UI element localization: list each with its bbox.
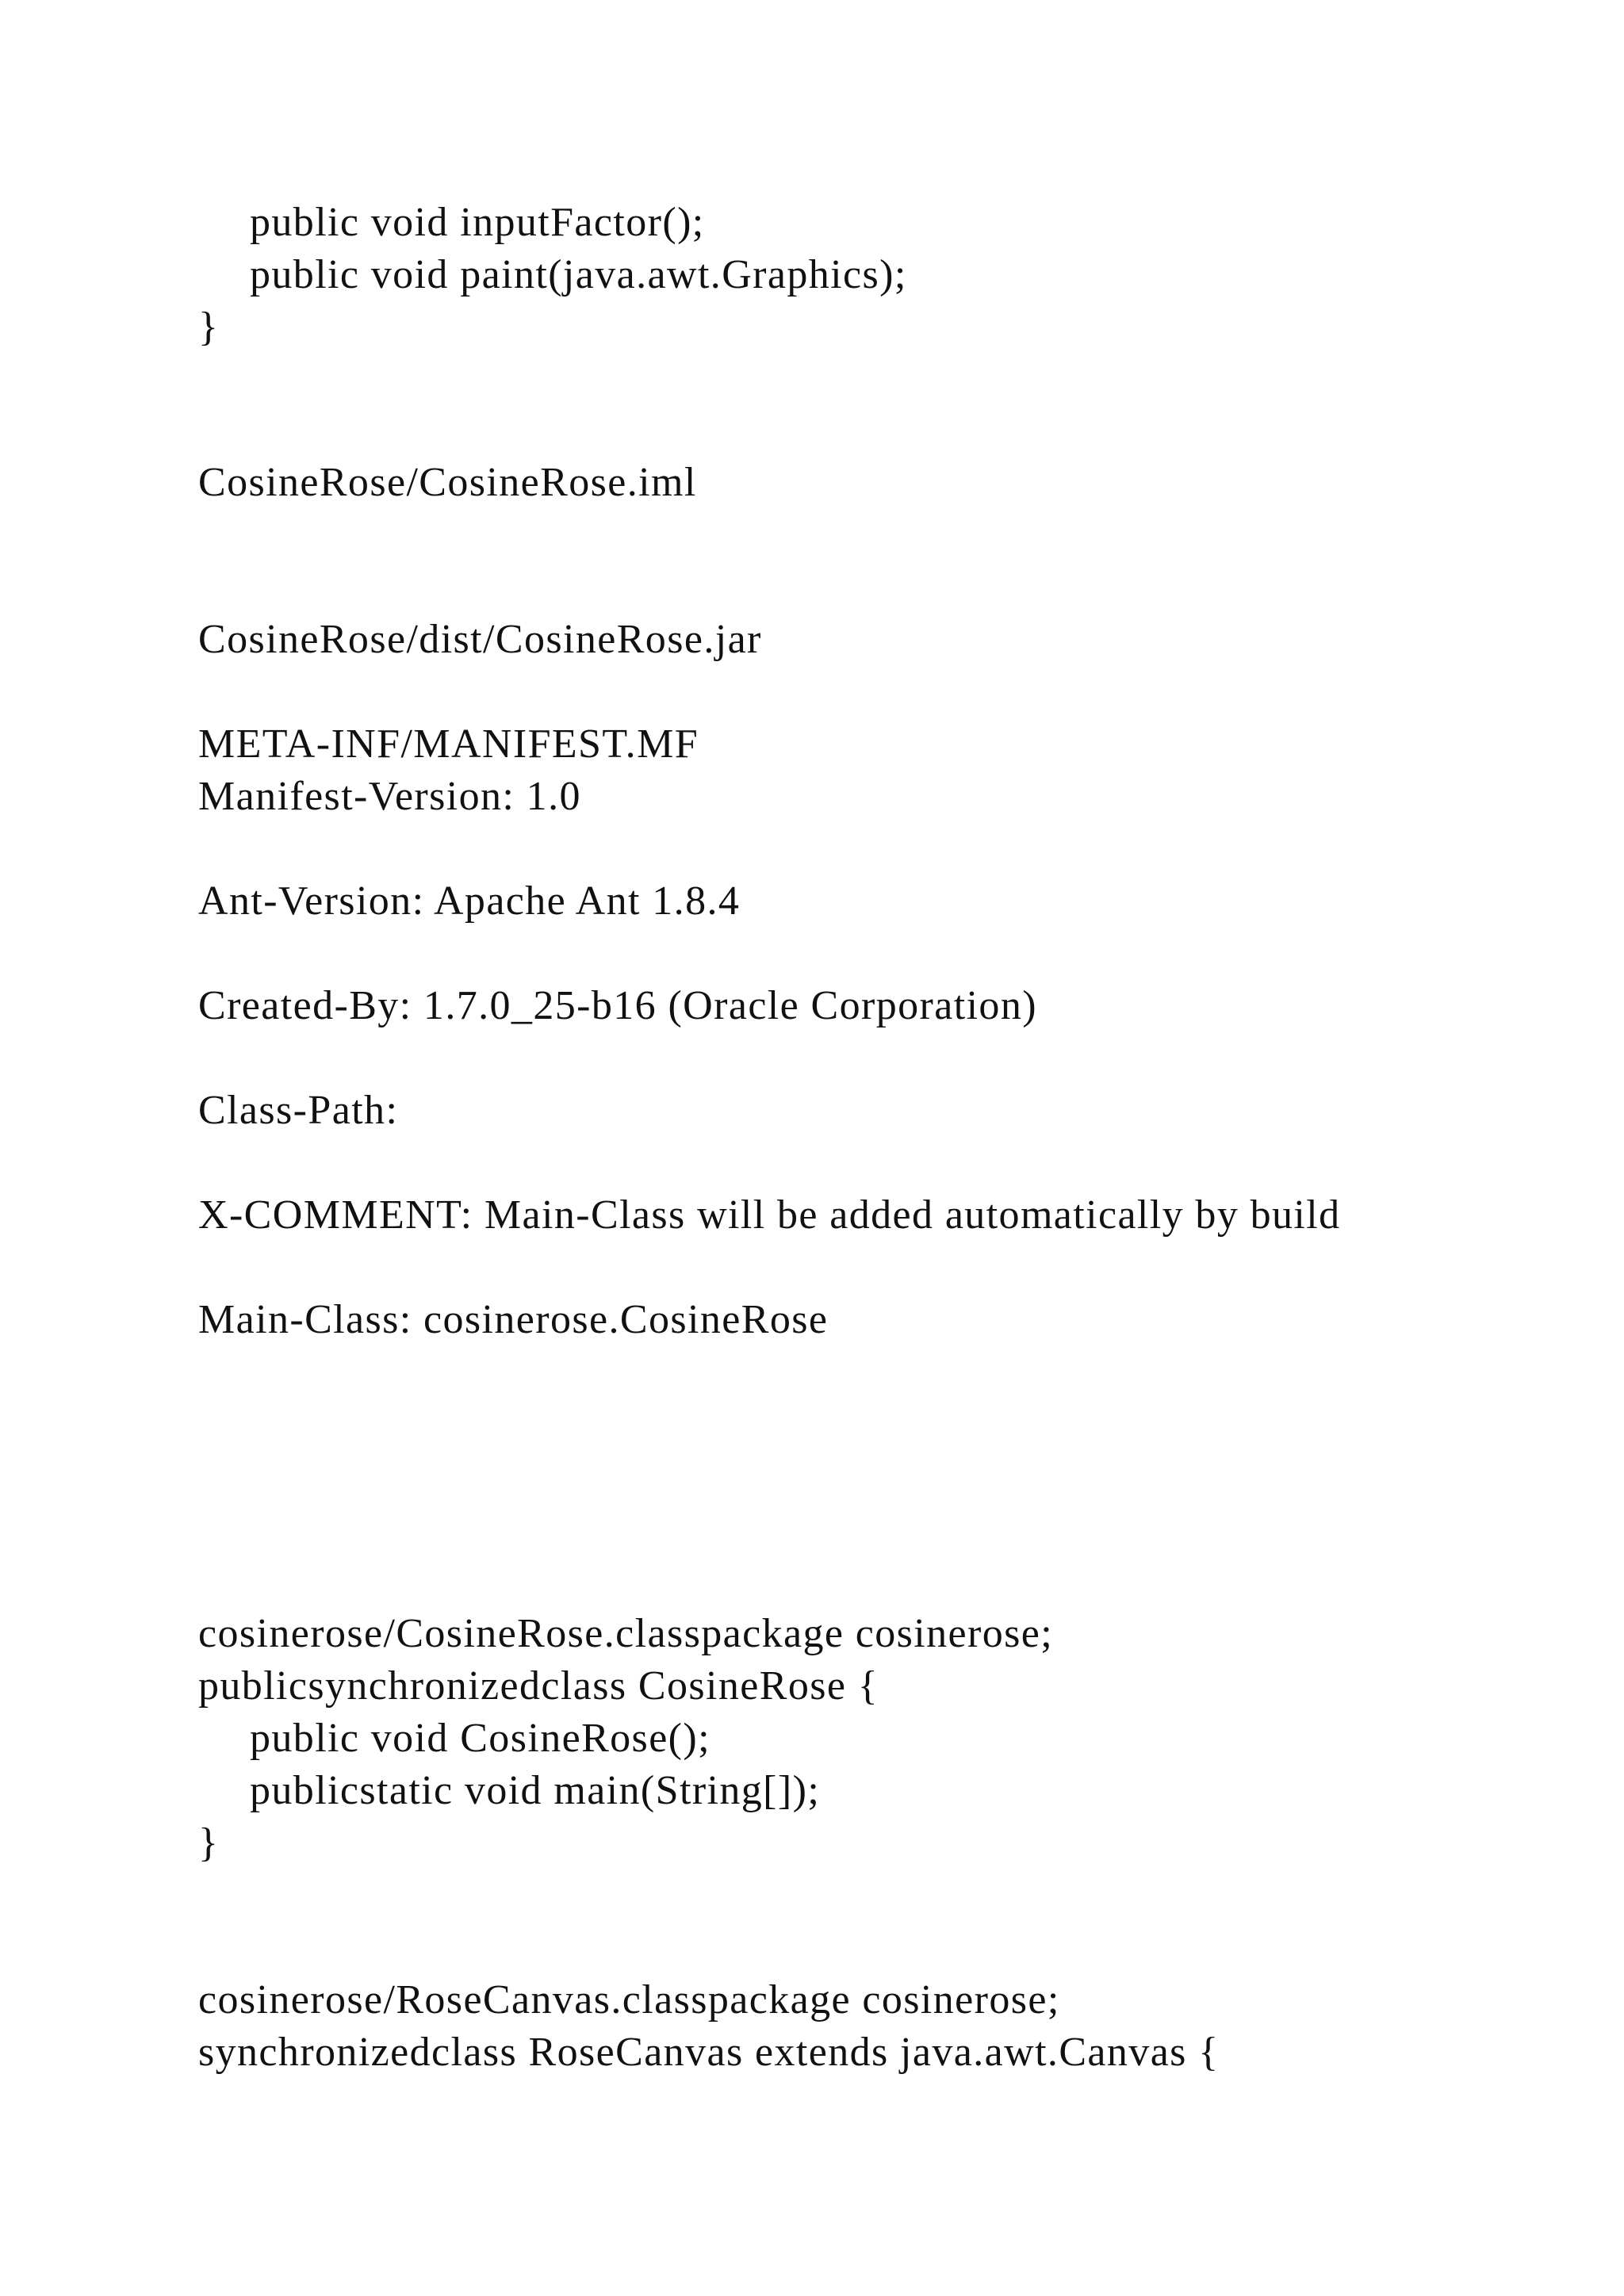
main-class: Main-Class: cosinerose.CosineRose bbox=[198, 1297, 829, 1342]
iml-file-path: CosineRose/CosineRose.iml bbox=[198, 460, 697, 505]
ant-version: Ant-Version: Apache Ant 1.8.4 bbox=[198, 878, 741, 924]
closing-brace: } bbox=[198, 1820, 220, 1866]
created-by: Created-By: 1.7.0_25-b16 (Oracle Corporation) bbox=[198, 983, 1037, 1028]
method-input-factor: public void inputFactor(); bbox=[250, 200, 705, 245]
rosecanvas-class-declaration: synchronizedclass RoseCanvas extends java.awt.Canvas { bbox=[198, 2030, 1220, 2075]
manifest-path: META-INF/MANIFEST.MF bbox=[198, 721, 699, 767]
cosinerose-class-declaration: publicsynchronizedclass CosineRose { bbox=[198, 1663, 879, 1709]
x-comment: X-COMMENT: Main-Class will be added automatically by build bbox=[198, 1192, 1341, 1238]
jar-file-path: CosineRose/dist/CosineRose.jar bbox=[198, 617, 762, 662]
closing-brace: } bbox=[198, 304, 220, 350]
method-paint: public void paint(java.awt.Graphics); bbox=[250, 252, 907, 297]
manifest-version: Manifest-Version: 1.0 bbox=[198, 774, 581, 819]
cosinerose-class-header: cosinerose/CosineRose.classpackage cosinerose; bbox=[198, 1611, 1054, 1656]
rosecanvas-class-header: cosinerose/RoseCanvas.classpackage cosinerose; bbox=[198, 1977, 1060, 2022]
cosinerose-main-method: publicstatic void main(String[]); bbox=[250, 1768, 821, 1813]
cosinerose-constructor: public void CosineRose(); bbox=[250, 1716, 710, 1761]
class-path: Class-Path: bbox=[198, 1088, 399, 1133]
